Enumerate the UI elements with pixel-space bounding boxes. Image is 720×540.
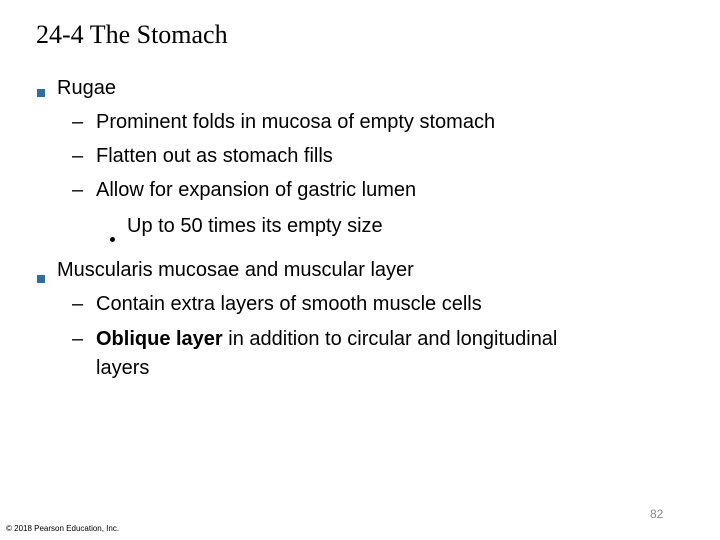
page-number: 82 bbox=[650, 507, 664, 521]
dash-marker: – bbox=[72, 328, 84, 350]
section-bullet-icon bbox=[37, 265, 45, 289]
rugae-subpoint-empty-size: Up to 50 times its empty size bbox=[127, 215, 383, 237]
slide-title: 24-4 The Stomach bbox=[36, 20, 228, 49]
oblique-layer-description: in addition to circular and longitudinal bbox=[222, 328, 558, 350]
muscularis-point-extra-layers: Contain extra layers of smooth muscle cells bbox=[96, 293, 482, 315]
muscularis-point-continuation: layers bbox=[96, 357, 150, 379]
rugae-point-prominent-folds: Prominent folds in mucosa of empty stomach bbox=[96, 111, 496, 133]
section-heading-muscularis: Muscularis mucosae and muscular layer bbox=[57, 259, 414, 281]
section-heading-rugae: Rugae bbox=[57, 77, 116, 99]
round-bullet-icon bbox=[110, 224, 115, 248]
oblique-layer-term: Oblique layer bbox=[96, 328, 223, 350]
copyright-notice: © 2018 Pearson Education, Inc. bbox=[6, 524, 120, 533]
dot-bullet-icon bbox=[110, 237, 115, 242]
dash-marker: – bbox=[72, 111, 84, 133]
dash-marker: – bbox=[72, 145, 84, 167]
section-bullet-icon bbox=[37, 79, 45, 103]
muscularis-point-oblique-layer bbox=[96, 327, 557, 351]
square-bullet-icon bbox=[37, 89, 45, 97]
rugae-point-flatten-out: Flatten out as stomach fills bbox=[96, 145, 333, 167]
rugae-point-allow-expansion: Allow for expansion of gastric lumen bbox=[96, 179, 417, 201]
square-bullet-icon bbox=[37, 275, 45, 283]
dash-marker: – bbox=[72, 293, 84, 315]
dash-marker: – bbox=[72, 179, 84, 201]
